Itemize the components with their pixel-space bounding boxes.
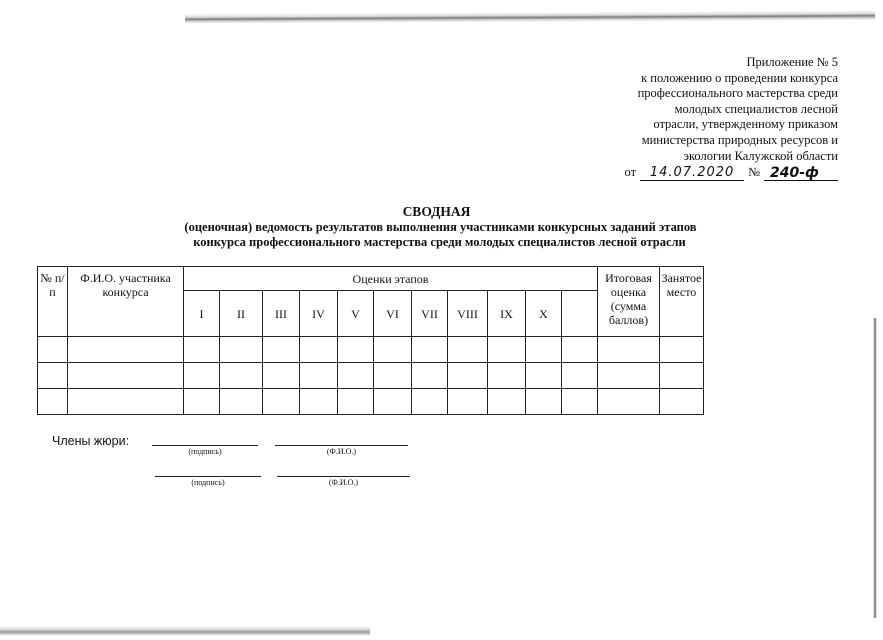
order-date-line [508, 165, 838, 181]
table-cell [488, 337, 526, 363]
title-line-2: (оценочная) ведомость результатов выполнения участниками конкурсных заданий этапов [184, 219, 697, 234]
signature-line-1: (подпись) [152, 445, 258, 456]
appendix-line-3: профессионального мастерства среди [637, 86, 838, 101]
appendix-header [508, 55, 838, 181]
table-cell [300, 337, 338, 363]
table-cell [660, 389, 704, 415]
table-row [38, 389, 704, 415]
table-cell [660, 363, 704, 389]
appendix-line-6: министерства природных ресурсов и [641, 132, 838, 147]
title-line-3: конкурса профессионального мастерства среди молодых специалистов лесной отрасли [193, 235, 686, 249]
col-header-number: № п/п [38, 267, 68, 337]
table-cell [220, 389, 263, 415]
table-cell [562, 337, 598, 363]
table-cell [374, 363, 412, 389]
table-cell [263, 337, 300, 363]
table-cell [338, 389, 374, 415]
col-header-total: Итоговая оценка (сумма баллов) [598, 267, 660, 337]
appendix-line-5: отрасли, утвержденному приказом [653, 117, 838, 132]
table-row [38, 337, 704, 363]
table-cell [68, 389, 184, 415]
scan-edge-top [185, 10, 875, 24]
table-cell [263, 363, 300, 389]
table-cell [374, 337, 412, 363]
table-cell [338, 337, 374, 363]
appendix-line-4: молодых специалистов лесной [674, 101, 838, 116]
col-header-place: Занятое место [660, 267, 704, 337]
stage-header-2: II [220, 291, 263, 337]
appendix-line-2: к положению о проведении конкурса [641, 70, 838, 85]
date-prefix: от [624, 165, 637, 180]
table-cell [412, 363, 448, 389]
stage-header-6: VI [374, 291, 412, 337]
name-line-2: (Ф.И.О.) [277, 476, 410, 487]
number-label: № [748, 165, 760, 180]
table-cell [184, 389, 220, 415]
stage-header-9: IX [488, 291, 526, 337]
scan-edge-bottom [0, 626, 370, 636]
order-number: 240-ф [764, 166, 838, 181]
stage-header-8: VIII [448, 291, 488, 337]
scan-edge-right [873, 318, 877, 618]
order-date: 14.07.2020 [640, 166, 744, 181]
table-cell [526, 363, 562, 389]
stage-header-4: IV [300, 291, 338, 337]
appendix-line-7: экологии Калужской области [683, 148, 838, 163]
table-cell [526, 389, 562, 415]
table-cell [598, 363, 660, 389]
stage-header-7: VII [412, 291, 448, 337]
table-cell [220, 337, 263, 363]
name-line-1: (Ф.И.О.) [275, 445, 408, 456]
table-cell [38, 389, 68, 415]
col-header-name: Ф.И.О. участника конкурса [68, 267, 184, 337]
table-cell [660, 337, 704, 363]
table-cell [184, 337, 220, 363]
table-cell [374, 389, 412, 415]
table-cell [184, 363, 220, 389]
stage-header-5: V [338, 291, 374, 337]
table-cell [38, 337, 68, 363]
title-line-1: СВОДНАЯ [402, 204, 471, 219]
table-cell [448, 363, 488, 389]
table-cell [412, 337, 448, 363]
appendix-line-1: Приложение № 5 [746, 55, 838, 69]
table-cell [300, 389, 338, 415]
table-cell [448, 337, 488, 363]
table-row [38, 363, 704, 389]
table-cell [412, 389, 448, 415]
stage-header-3: III [263, 291, 300, 337]
jury-label: Члены жюри: [52, 434, 130, 448]
col-header-stages: Оценки этапов [184, 267, 598, 291]
table-cell [338, 363, 374, 389]
signature-line-2: (подпись) [155, 476, 261, 487]
table-cell [68, 363, 184, 389]
table-cell [68, 337, 184, 363]
table-cell [598, 337, 660, 363]
table-cell [448, 389, 488, 415]
results-table [37, 266, 704, 415]
stage-header-1: I [184, 291, 220, 337]
table-cell [488, 389, 526, 415]
table-cell [562, 363, 598, 389]
table-cell [488, 363, 526, 389]
stage-header-10: X [526, 291, 562, 337]
table-cell [263, 389, 300, 415]
table-cell [562, 389, 598, 415]
table-cell [38, 363, 68, 389]
table-cell [598, 389, 660, 415]
table-cell [526, 337, 562, 363]
document-title [0, 204, 883, 251]
stage-header-11 [562, 291, 598, 337]
table-cell [220, 363, 263, 389]
table-cell [300, 363, 338, 389]
